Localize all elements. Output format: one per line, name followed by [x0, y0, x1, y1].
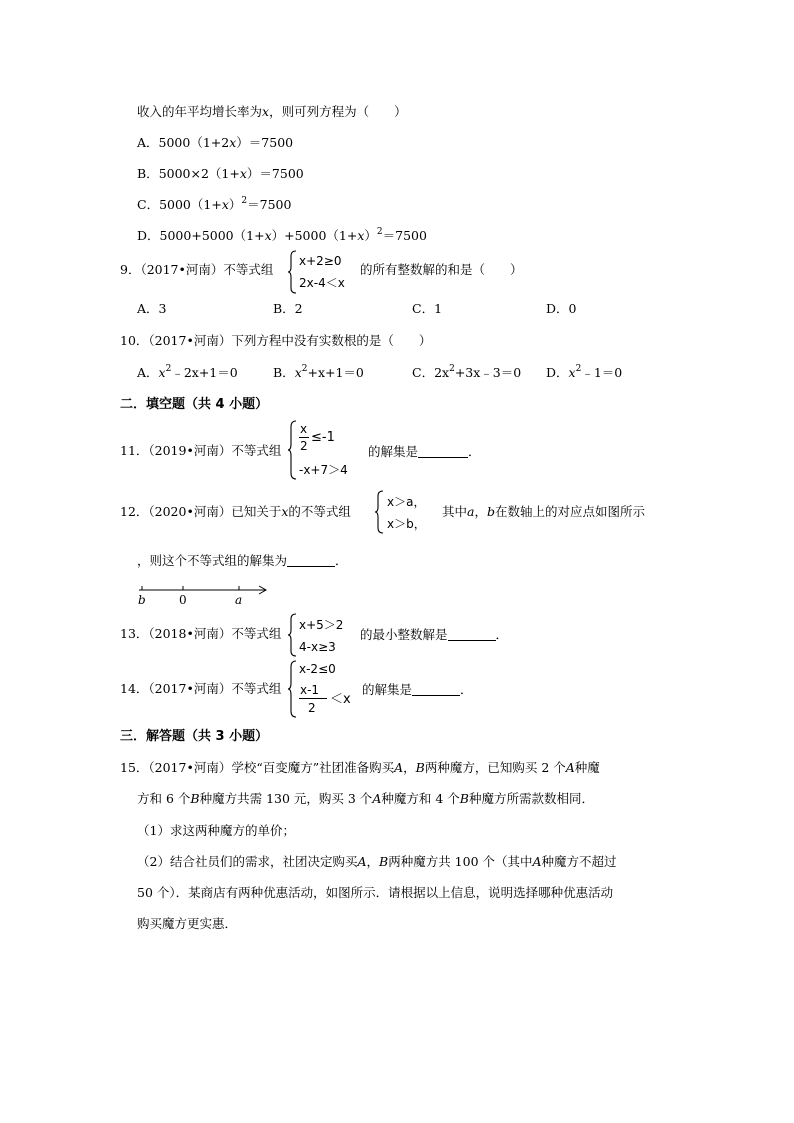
q10-option-b: B．$x^2+x+1=0$	[273, 364, 364, 380]
q9-choice-d: D．0	[546, 301, 577, 316]
number-line-label-a: a	[235, 593, 243, 607]
q8-option-d: D．$5000+5000(1+x)+5000(1+x)^2=7500$	[137, 227, 427, 243]
q15-line2: 方和 6 个B种魔方共需 130 元，购买 3 个A种魔方和 4 个B种魔方所需款数相同．	[137, 791, 594, 806]
q12-line2: ，则这个不等式组的解集为 ．	[137, 553, 348, 568]
brace-icon	[375, 490, 385, 534]
q13-number: 13．（2018•河南）不等式组	[120, 626, 282, 641]
q10-option-d: D．$x^2﹣1=0$	[546, 364, 623, 380]
q11-inequality-system: x 2 ≤-1 -x+7＞4	[288, 420, 368, 480]
q15-part2-line2: 50 个）．某商店有两种优惠活动，如图所示．请根据以上信息，说明选择哪种优惠活动	[137, 885, 614, 900]
q10-stem: 10．（2017•河南）下列方程中没有实数根的是（ ）	[120, 333, 432, 348]
brace-icon	[288, 250, 298, 294]
q12-stem: 12．（2020•河南）已知关于x的不等式组	[120, 504, 351, 519]
q9-choice-c: C．1	[412, 301, 443, 316]
answer-blank[interactable]	[448, 628, 496, 641]
q12-inequality-system: x＞a， x＞b，	[375, 490, 440, 534]
q8-option-b: B．5000×2（1+x）＝7500	[137, 166, 304, 181]
answer-blank[interactable]	[418, 445, 468, 458]
brace-icon	[288, 660, 298, 718]
q15-part2-line1: （2）结合社员们的需求，社团决定购买A，B两种魔方共 100 个（其中A种魔方不超过	[137, 854, 617, 869]
q14-inequality-system: x-2≤0 x-1 2 ＜x	[288, 660, 363, 718]
q9-choice-a: A．3	[137, 301, 167, 316]
answer-blank[interactable]	[412, 683, 460, 696]
number-line-label-zero: 0	[179, 593, 187, 607]
q9-tail: 的所有整数解的和是（ ）	[360, 262, 523, 277]
q8-option-a: A．5000（1+2x）＝7500	[137, 135, 294, 150]
q9-choice-b: B．2	[273, 301, 303, 316]
section-title-fill-in: 二．填空题（共 4 小题）	[120, 397, 269, 412]
q14-number: 14．（2017•河南）不等式组	[120, 681, 282, 696]
q13-inequality-system: x+5＞2 4-x≥3	[288, 613, 360, 657]
q10-option-a: A．$x^2﹣2x+1=0$	[137, 364, 238, 380]
q15-part1: （1）求这两种魔方的单价；	[137, 823, 295, 838]
brace-icon	[288, 420, 298, 480]
q11-number: 11．（2019•河南）不等式组	[120, 443, 282, 458]
q14-tail: 的解集是 ．	[362, 682, 473, 697]
q8-stem: 收入的年平均增长率为x，则可列方程为（ ）	[137, 104, 407, 119]
q11-tail: 的解集是 ．	[368, 444, 481, 459]
q12-stem-tail: 其中a，b在数轴上的对应点如图所示	[442, 504, 646, 519]
q9-number: 9．（2017•河南）不等式组	[120, 262, 274, 277]
brace-icon	[288, 613, 298, 657]
number-line-label-b: b	[138, 593, 146, 607]
q8-option-c: C．$5000(1+x)^2=7500$	[137, 196, 292, 212]
section-title-solutions: 三．解答题（共 3 小题）	[120, 729, 269, 744]
q9-inequality-system: x+2≥0 2x-4＜x	[288, 250, 358, 294]
number-line-axis	[137, 580, 272, 608]
q13-tail: 的最小整数解是 ．	[360, 627, 509, 642]
answer-blank[interactable]	[287, 554, 335, 567]
q10-option-c: C．$2x^2+3x﹣3=0$	[412, 364, 522, 380]
q12-number-line	[137, 580, 272, 608]
q15-line1: 15．（2017•河南）学校“百变魔方”社团准备购买A，B两种魔方，已知购买 2 个A种魔	[120, 760, 600, 775]
q15-part2-line3: 购买魔方更实惠．	[137, 916, 238, 931]
